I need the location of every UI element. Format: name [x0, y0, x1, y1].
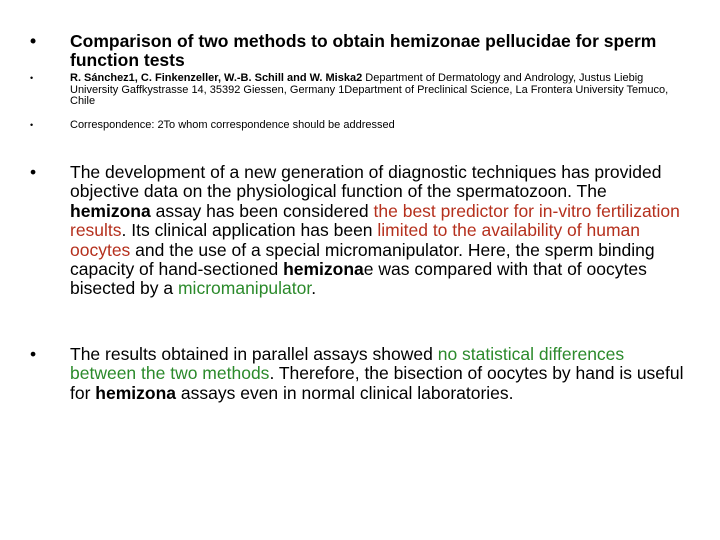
bullet: • [30, 344, 37, 364]
correspondence-text: Correspondence: 2To whom correspondence should be addressed [70, 119, 395, 131]
authors-text [70, 73, 685, 108]
text-run: assays even in normal clinical laboratories. [176, 382, 514, 403]
highlight-limited-availability: limited to the availability of human oocytes [70, 220, 641, 260]
bullet: • [30, 31, 37, 51]
text-run: assay has been considered [150, 200, 374, 221]
text-run: . Its clinical application has been [121, 220, 378, 241]
bullet: • [30, 73, 34, 83]
paragraph-1 [70, 163, 685, 299]
author-names: R. Sánchez1, C. Finkenzeller, W.-B. Schill and W. Miska2 [70, 72, 363, 84]
text-run: The results obtained in parallel assays showed [70, 344, 438, 364]
highlight-no-differences: no statistical differences between the two methods [70, 344, 625, 384]
bullet: • [30, 162, 37, 182]
highlight-best-predictor: the best predictor for in-vitro fertilization results [70, 200, 680, 241]
text-run: and the use of a special micromanipulator. Here, the sperm binding capacity of hand-sectioned [70, 239, 655, 280]
hemizona-term: hemizona [95, 382, 177, 403]
slide-title: Comparison of two methods to obtain hemizonae pellucidae for sperm function tests [70, 31, 657, 70]
author-affiliations: Department of Dermatology and Andrology, Justus Liebig University Gaffkystrasse 14, 35392 Giessen, Germany 1Department of Preclinical Science, La Frontera University Temuco, Chile [70, 72, 669, 107]
hemizona-term: hemizona [283, 259, 364, 280]
text-run: The development of a new generation of diagnostic techniques has provided objective data on the physiological function of the spermatozoon. The [70, 162, 662, 202]
paragraph-2 [70, 345, 685, 403]
text-run: . [311, 278, 317, 299]
bullet: • [30, 120, 34, 130]
highlight-micromanipulator: micromanipulator [177, 278, 312, 299]
hemizona-term: hemizona [70, 200, 151, 221]
text-run: . Therefore, the bisection of oocytes by hand is useful for [70, 363, 684, 403]
text-run: e was compared with that of oocytes bisected by a [70, 259, 647, 299]
